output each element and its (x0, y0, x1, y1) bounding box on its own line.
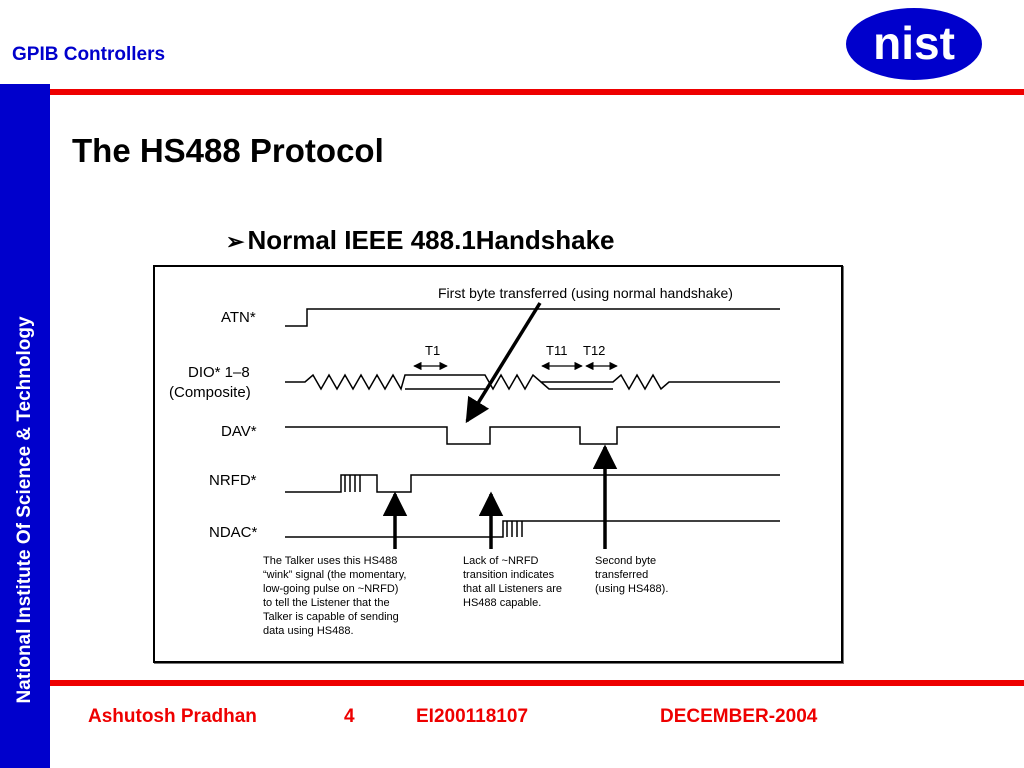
second-byte-note: Second byte transferred (using HS488). (595, 555, 669, 595)
t12-label: T12 (583, 343, 606, 358)
atn-label: ATN* (221, 309, 256, 326)
timing-diagram (153, 265, 843, 663)
top-divider (50, 89, 1024, 95)
dio-label: DIO* 1–8 (188, 364, 250, 381)
footer-author: Ashutosh Pradhan (88, 706, 257, 727)
sidebar-institute-name: National Institute Of Science & Technology (14, 316, 35, 704)
first-byte-callout: First byte transferred (using normal handshake) (438, 285, 733, 301)
t11-label: T11 (546, 343, 568, 358)
logo-text: nist (873, 17, 955, 69)
dio-trace (285, 375, 780, 389)
footer-page-number: 4 (344, 706, 355, 727)
dio-sub-label: (Composite) (169, 384, 251, 401)
bullet-text: Normal IEEE 488.1Handshake (247, 225, 615, 255)
arrow-bullet-icon: ➢ (226, 229, 245, 254)
nrfd-label: NRFD* (209, 472, 257, 489)
slide-title: The HS488 Protocol (72, 132, 384, 169)
footer-date: DECEMBER-2004 (660, 706, 818, 727)
nist-logo (844, 6, 984, 82)
ndac-trace (285, 521, 780, 537)
sidebar (0, 84, 50, 768)
course-title: GPIB Controllers (12, 44, 166, 65)
bullet-item (226, 225, 615, 256)
first-byte-arrow (467, 303, 540, 421)
dav-label: DAV* (221, 423, 257, 440)
dav-trace (285, 427, 780, 444)
wink-note: The Talker uses this HS488 “wink” signal (the momentary, low-going pulse on ~NRFD) to tell the Listener that the Talker is capable of sending data using HS488. (263, 555, 407, 637)
bottom-divider (50, 680, 1024, 686)
nrfd-note: Lack of ~NRFD transition indicates that all Listeners are HS488 capable. (463, 555, 563, 609)
ndac-label: NDAC* (209, 524, 258, 541)
footer-id: EI200118107 (416, 706, 529, 727)
t1-label: T1 (425, 343, 441, 358)
